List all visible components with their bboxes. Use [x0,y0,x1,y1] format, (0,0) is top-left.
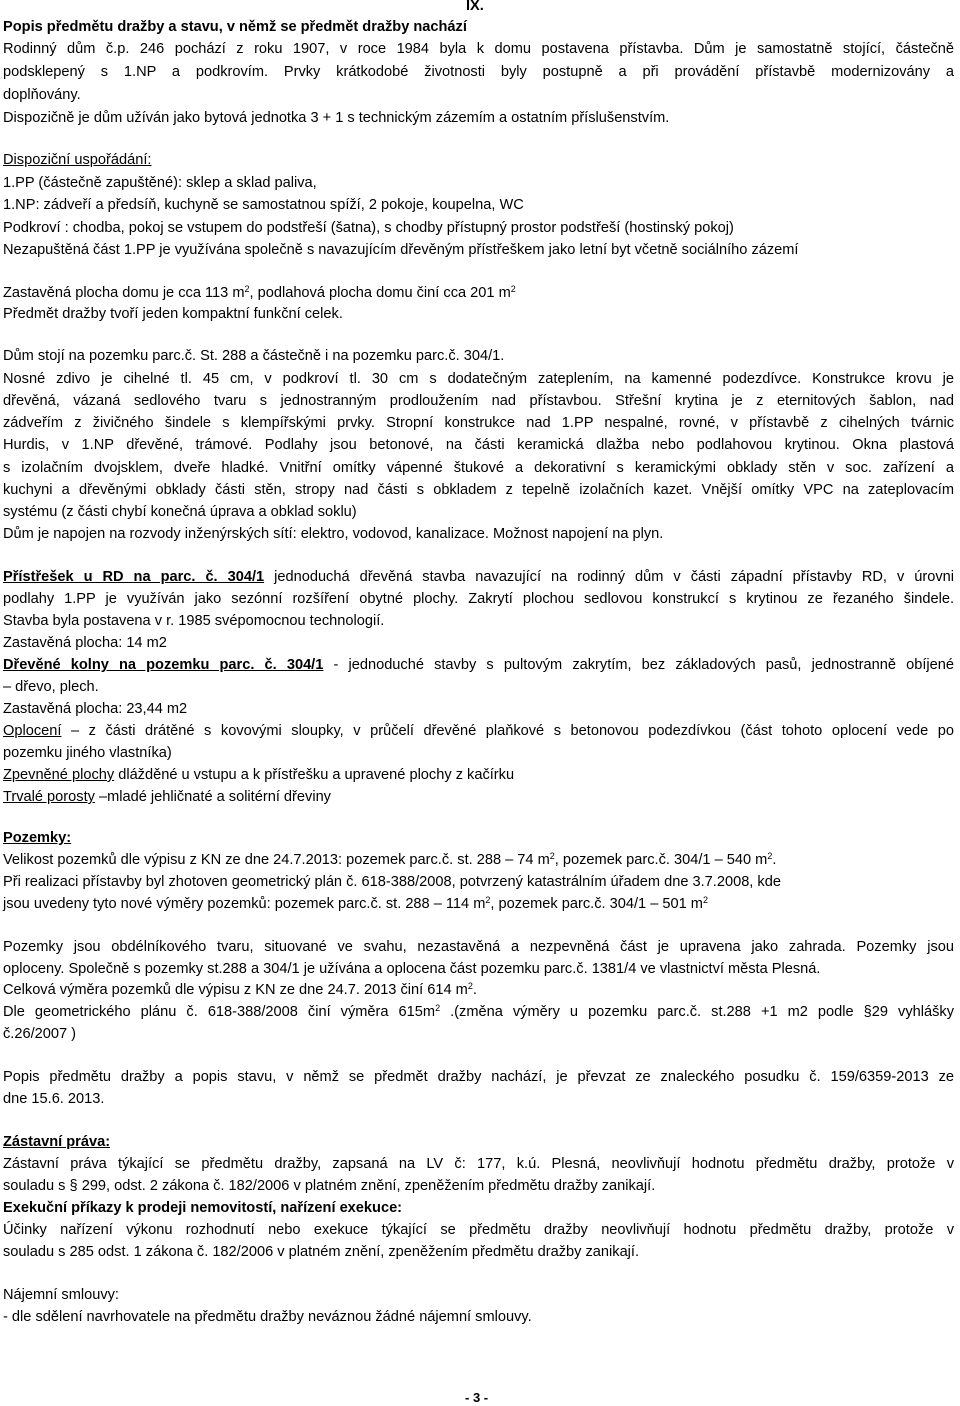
land-new-size-line [3,895,708,913]
land-text: , pozemek parc.č. 304/1 – 501 m [490,896,703,912]
paragraph-line: Předmět dražby tvoří jeden kompaktní funkční celek. [3,306,343,322]
lien-heading: Zástavní práva: [3,1134,111,1150]
superscript: 2 [702,895,708,905]
land-text: Dle geometrického plánu č. 618-388/2008 činí výměra 615m [3,1004,436,1020]
paragraph-line: dne 15.6. 2013. [3,1091,105,1107]
paragraph-line: doplňovány. [3,87,81,103]
built-area-text: Zastavěná plocha domu je cca 113 m [3,285,245,301]
land-text: jsou uvedeny tyto nové výměry pozemků: pozemek parc.č. st. 288 – 114 m [3,896,486,912]
disposition-line: 1.NP: zádveří a předsíň, kuchyně se samostatnou spíží, 2 pokoje, koupelna, WC [3,197,524,213]
paragraph-line: Pozemky jsou obdélníkového tvaru, situované ve svahu, nezastavěná a nezpevněná část je upravena jako zahrada. Pozemky jsou [3,939,954,955]
sheds-heading: Dřevěné kolny na pozemku parc. č. 304/1 [3,657,324,673]
paragraph-line: Stavba byla postavena v r. 1985 svépomocnou technologií. [3,613,385,629]
paragraph-line: oploceny. Společně s pozemky st.288 a 304/1 je užívána a oplocena část pozemku parc.č. 1381/4 ve vlastnictví města Plesná. [3,961,821,977]
disposition-line: 1.PP (částečně zapuštěné): sklep a sklad paliva, [3,175,317,191]
sheds-text: - jednoduché stavby s pultovým zakrytím, bez základových pasů, jednostranně obíjené [323,657,954,673]
land-total-line [3,981,477,999]
paragraph-line: Hurdis, v 1.NP dřevěné, trámové. Podlahy jsou betonové, na části keramická dlažba nebo podlahovou krytinou. Okna plastová [3,437,954,453]
vegetation-text: –mladé jehličnaté a solitérní dřeviny [94,789,331,805]
paragraph-line: Zastavěná plocha: 14 m2 [3,635,167,651]
land-text: , pozemek parc.č. 304/1 – 540 m [554,852,768,868]
built-area-line [3,284,516,302]
paragraph-line: systému (z části chybí konečná úprava a obklad soklu) [3,504,357,520]
paragraph-line: s izolačním dvojsklem, dveře hladké. Vnitřní omítky vápenné štukové a dekorativní s keramickými obklady stěn v soc. zařízení a [3,460,954,476]
section-heading: Popis předmětu dražby a stavu, v němž se předmět dražby nachází [3,19,467,35]
paragraph-line: Dům je napojen na rozvody inženýrských sítí: elektro, vodovod, kanalizace. Možnost napojení na plyn. [3,526,664,542]
paragraph-line: Dům stojí na pozemku parc.č. St. 288 a částečně i na pozemku parc.č. 304/1. [3,348,505,364]
paved-heading: Zpevněné plochy [3,767,115,783]
superscript: 2 [510,284,516,294]
paragraph-line: Zástavní práva týkající se předmětu dražby, zapsaná na LV č: 177, k.ú. Plesná, neovlivňují hodnotu předmětu dražby, protože v [3,1156,954,1172]
fence-heading: Oplocení [3,723,62,739]
disposition-heading: Dispoziční uspořádání: [3,152,152,168]
land-text: Velikost pozemků dle výpisu z KN ze dne 24.7.2013: pozemek parc.č. st. 288 – 74 m [3,852,550,868]
lease-heading: Nájemní smlouvy: [3,1287,119,1303]
disposition-line: Podkroví : chodba, pokoj se vstupem do podstřeší (šatna), s chodby přístupný prostor podstřeší (hostinský pokoj) [3,220,734,236]
annex-text: jednoduchá dřevěná stavba navazující na rodinný dům v části západní přístavby RD, v úrovni [264,569,954,585]
vegetation-line [3,788,331,806]
paragraph-line: podsklepený s 1.NP a podkrovím. Prvky krátkodobé životnosti byly postupně a při provádění přístavbě modernizovány a [3,64,954,80]
paved-line [3,766,514,784]
superscript: 2 [244,284,250,294]
paragraph-line: souladu s 285 odst. 1 zákona č. 182/2006 v platném znění, zpeněžením předmětu dražby zanikají. [3,1244,640,1260]
floor-area-text: , podlahová plocha domu činí cca 201 m [249,285,511,301]
disposition-line: Nezapuštěná část 1.PP je využívána společně s navazujícím dřevěným přístřeškem jako letní byt včetně sociálního zázemí [3,242,799,258]
paragraph-line: – dřevo, plech. [3,679,99,695]
annex-line [3,568,954,586]
superscript: 2 [435,1003,441,1013]
land-text: . [472,982,477,998]
paragraph-line: kuchyni a dřevěnými obklady části stěn, stropy nad části s obkladem z tepelně izolačních kazet. Vnější omítky VPC na zateplovacím [3,482,954,498]
superscript: 2 [767,851,773,861]
paragraph-line: zádveřím z živičného šindele s klempířskými prvky. Stropní konstrukce nad 1.PP nespalné, rovné, v přístavbě z cihelných tvárnic [3,415,954,431]
paved-text: dlážděné u vstupu a k přístřešku a upravené plochy z kačírku [114,767,515,783]
execution-heading: Exekuční příkazy k prodeji nemovitostí, nařízení exekuce: [3,1200,403,1216]
section-number: IX. [466,0,484,14]
superscript: 2 [549,851,555,861]
land-size-line [3,851,776,869]
land-text: Celková výměra pozemků dle výpisu z KN ze dne 24.7. 2013 činí 614 m [3,982,468,998]
paragraph-line: Zastavěná plocha: 23,44 m2 [3,701,188,717]
paragraph-line: Účinky nařízení výkonu rozhodnutí nebo exekuce týkající se předmětu dražby neovlivňují hodnotu předmětu dražby, protože v [3,1222,954,1238]
land-text: .(změna výměry u pozemku parc.č. st.288 +1 m2 podle §29 vyhlášky [440,1004,955,1020]
paragraph-line: Při realizaci přístavby byl zhotoven geometrický plán č. 618-388/2008, potvrzený katastrálním úřadem dne 3.7.2008, kde [3,874,781,890]
vegetation-heading: Trvalé porosty [3,789,95,805]
land-text: . [772,852,777,868]
paragraph-line: Dispozičně je dům užíván jako bytová jednotka 3 + 1 s technickým zázemím a ostatním příslušenstvím. [3,110,670,126]
annex-heading: Přístřešek u RD na parc. č. 304/1 [3,569,265,585]
paragraph-line: dřevěná, vázaná sedlového tvaru s jednostranným prodloužením nad přístavbou. Střešní krytina je z eternitových šablon, nad [3,393,954,409]
paragraph-line: pozemku jiného vlastníka) [3,745,172,761]
fence-line [3,722,954,740]
paragraph-line: podlahy 1.PP je využíván jako sezónní rozšíření obytné plochy. Zakrytí plochou sedlovou konstrukcí s krytinou ze řezaného šindele. [3,591,954,607]
superscript: 2 [485,895,491,905]
paragraph-line: Rodinný dům č.p. 246 pochází z roku 1907, v roce 1984 byla k domu postavena přístavba. Dům je samostatně stojící, částečně [3,41,954,57]
paragraph-line: Popis předmětu dražby a popis stavu, v němž se předmět dražby nachází, je převzat ze znaleckého posudku č. 159/6359-2013 ze [3,1069,954,1085]
paragraph-line: souladu s § 299, odst. 2 zákona č. 182/2006 v platném znění, zpeněžením předmětu dražby zanikají. [3,1178,656,1194]
paragraph-line: č.26/2007 ) [3,1026,77,1042]
paragraph-line: - dle sdělení navrhovatele na předmětu dražby neváznou žádné nájemní smlouvy. [3,1309,532,1325]
land-heading: Pozemky: [3,830,72,846]
page-number: - 3 - [465,1390,489,1405]
sheds-line [3,656,954,674]
fence-text: – z části drátěné s kovovými sloupky, v průčelí dřevěné plaňkové s betonovou podezdívkou (část tohoto oplocení vede po [61,723,954,739]
land-plan-line [3,1003,954,1021]
paragraph-line: Nosné zdivo je cihelné tl. 45 cm, v podkroví tl. 30 cm s dodatečným zateplením, na kamenné podezdívce. Konstrukce krovu je [3,371,954,387]
superscript: 2 [467,981,473,991]
